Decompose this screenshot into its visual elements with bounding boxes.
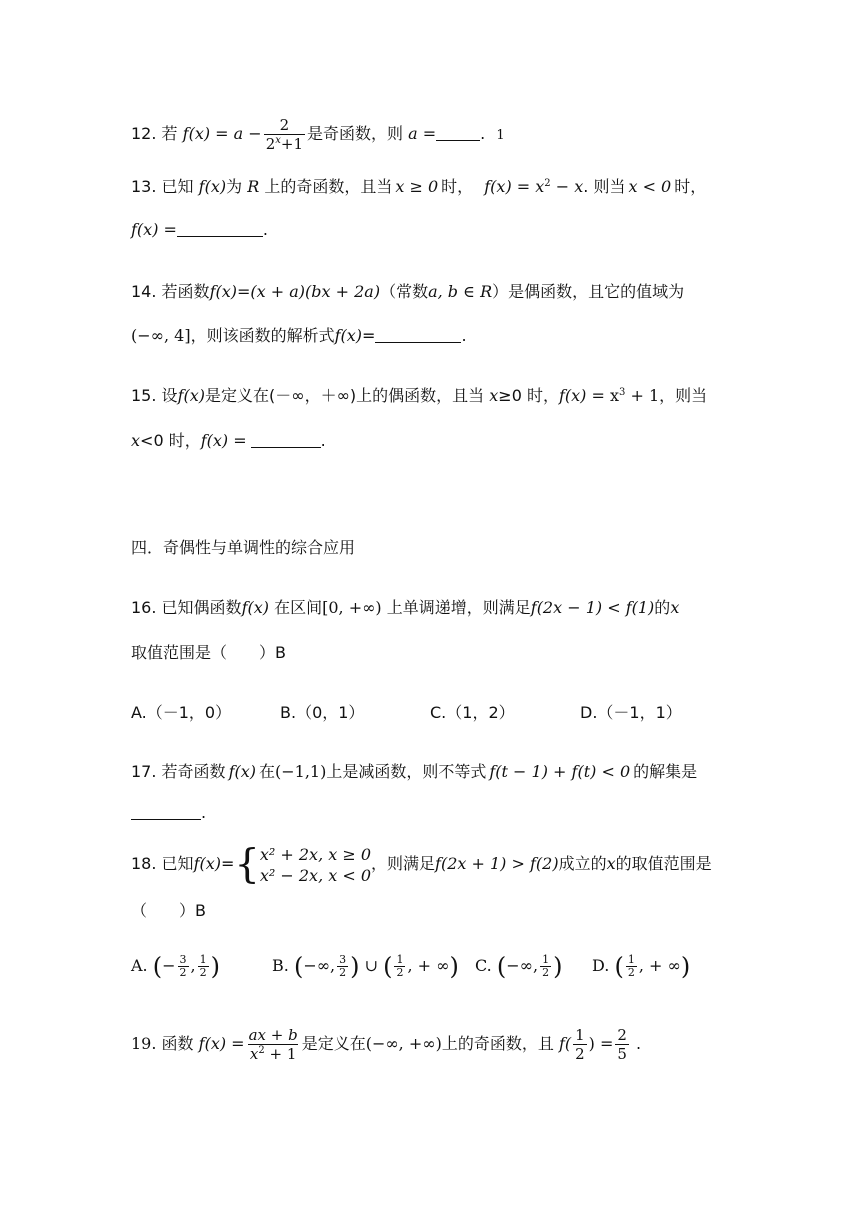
question-16: 16. 已知偶函数f(x) 在区间[0, +∞) 上单调递增，则满足f(2x − 1) < f(1)的x <box>131 598 680 617</box>
answer-blank <box>436 126 480 141</box>
answer-blank <box>375 328 461 343</box>
question-16-line-2: 取值范围是（ ）B <box>131 643 286 662</box>
question-number: 14. <box>131 282 157 301</box>
question-14-line-2: (−∞, 4]，则该函数的解析式f(x)= . <box>131 326 467 345</box>
question-14: 14. 若函数f(x)=(x + a)(bx + 2a)（常数a, b ∈ R）是偶函数，且它的值域为 <box>131 282 685 301</box>
option-a: A. (− $\frac{3}{2}$ , $\frac{1}{2}$ ) <box>131 952 220 981</box>
question-12: 12. 若 f(x) = a − $\frac{2}{2^x+1}$ 是奇函数，则 a = . 1 <box>131 116 505 153</box>
answer-blank <box>177 222 263 237</box>
option-c: C. (−∞, $\frac{1}{2}$ ) <box>475 952 563 981</box>
question-19: 19. 函数 f(x) = $\frac{ax + b}{x^2 + 1}$ 是定义在(−∞, +∞)上的奇函数，且 f( $\frac{1}{2}$ ) = $\frac{2}{5}$ . <box>131 1026 642 1063</box>
answer-key: 1 <box>496 128 505 143</box>
question-13: 13. 已知 f(x)为 R 上的奇函数，且当 x ≥ 0 时， $f(x) = x^2 - x$. 则当 x < 0 时， <box>131 177 707 196</box>
option-d: D. ( $\frac{1}{2}$ , + ∞) <box>592 952 691 981</box>
question-number: 17. <box>131 762 157 781</box>
question-number: 13. <box>131 177 157 196</box>
question-18-line-2: （ ）B <box>131 901 206 920</box>
fraction: $\frac{ax + b}{x^2 + 1}$ <box>248 1026 298 1063</box>
answer-blank <box>131 805 201 820</box>
option-b: B. (−∞, $\frac{3}{2}$ ) ∪ ( $\frac{1}{2}$ , + ∞) <box>272 952 459 981</box>
question-18: 18. 已知f(x)={ x² + 2x, x ≥ 0 x² − 2x, x < 0 ，则满足f(2x + 1) > f(2)成立的x的取值范围是 <box>131 841 712 888</box>
option-d: D.（－1，1） <box>580 703 682 722</box>
piecewise-cases: x² + 2x, x ≥ 0 x² − 2x, x < 0 <box>259 844 372 885</box>
left-brace: { <box>234 841 260 888</box>
question-number: 16. <box>131 598 157 617</box>
option-a: A.（－1，0） <box>131 703 232 722</box>
question-13-line-2: f(x) = . <box>131 220 269 239</box>
answer-blank <box>251 433 321 448</box>
question-15-line-2: x<0 时，f(x) = . <box>131 431 326 450</box>
question-17-line-2: . <box>131 802 206 824</box>
question-number: 15. <box>131 386 157 405</box>
question-number: 18. <box>131 854 157 873</box>
question-number: 12. <box>131 124 157 143</box>
fraction: $\frac{2}{2^x+1}$ <box>265 116 304 153</box>
option-c: C.（1，2） <box>430 703 515 722</box>
question-number: 19. <box>131 1034 157 1053</box>
question-15: 15. 设f(x)是定义在(－∞，＋∞)上的偶函数，且当 x≥0 时，$f(x) = x^3 + 1$，则当 <box>131 386 708 405</box>
option-b: B.（0，1） <box>280 703 365 722</box>
section-heading: 四．奇偶性与单调性的综合应用 <box>131 538 356 557</box>
question-17: 17. 若奇函数 f(x) 在(−1,1)上是减函数，则不等式 f(t − 1) + f(t) < 0 的解集是 <box>131 762 698 781</box>
